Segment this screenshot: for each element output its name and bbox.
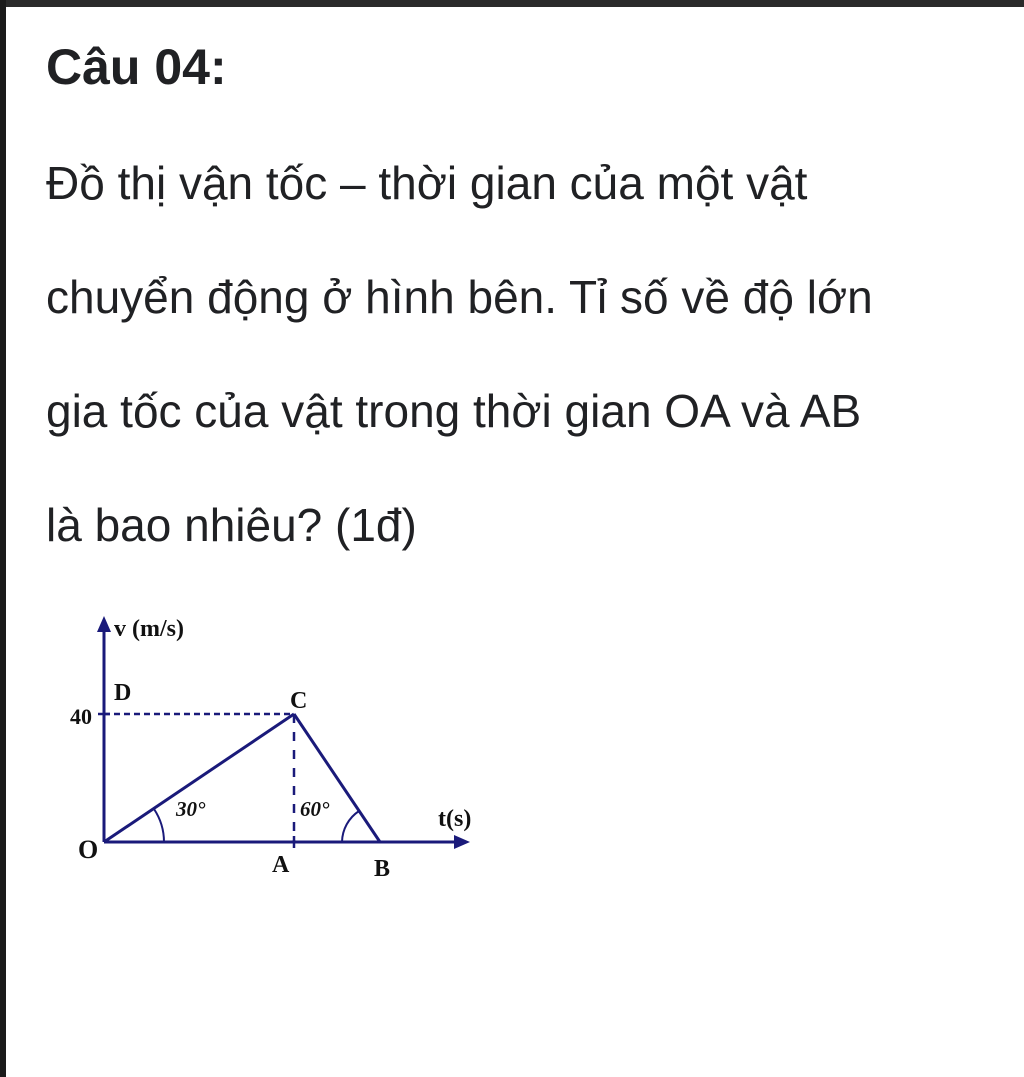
left-edge [0,0,6,1077]
angle-label-30: 30° [176,797,206,821]
point-label-origin: O [78,835,99,864]
top-bar [0,0,1024,7]
angle-arc-60 [342,811,359,842]
question-line-4: là bao nhiêu? (1đ) [46,499,417,551]
x-axis-label: t(s) [438,806,472,832]
question-line-2: chuyển động ở hình bên. Tỉ số về độ lớn [46,271,873,323]
point-label-a: A [272,852,290,878]
velocity-time-graph-svg [60,590,500,890]
question-title: Câu 04: [46,39,227,95]
angle-arc-30 [154,809,164,842]
point-label-c: C [290,688,308,714]
y-axis-arrow-icon [97,616,111,632]
y-tick-label-40: 40 [70,704,92,729]
velocity-time-graph [60,590,500,890]
point-label-b: B [374,856,391,882]
segment-oc [104,714,294,842]
angle-label-60: 60° [300,797,330,821]
y-axis-label: v (m/s) [114,616,184,642]
question-line-1: Đồ thị vận tốc – thời gian của một vật [46,157,808,209]
point-label-d: D [114,680,132,706]
segment-cb [294,714,380,842]
x-axis-arrow-icon [454,835,470,849]
question-line-3: gia tốc của vật trong thời gian OA và AB [46,385,862,437]
